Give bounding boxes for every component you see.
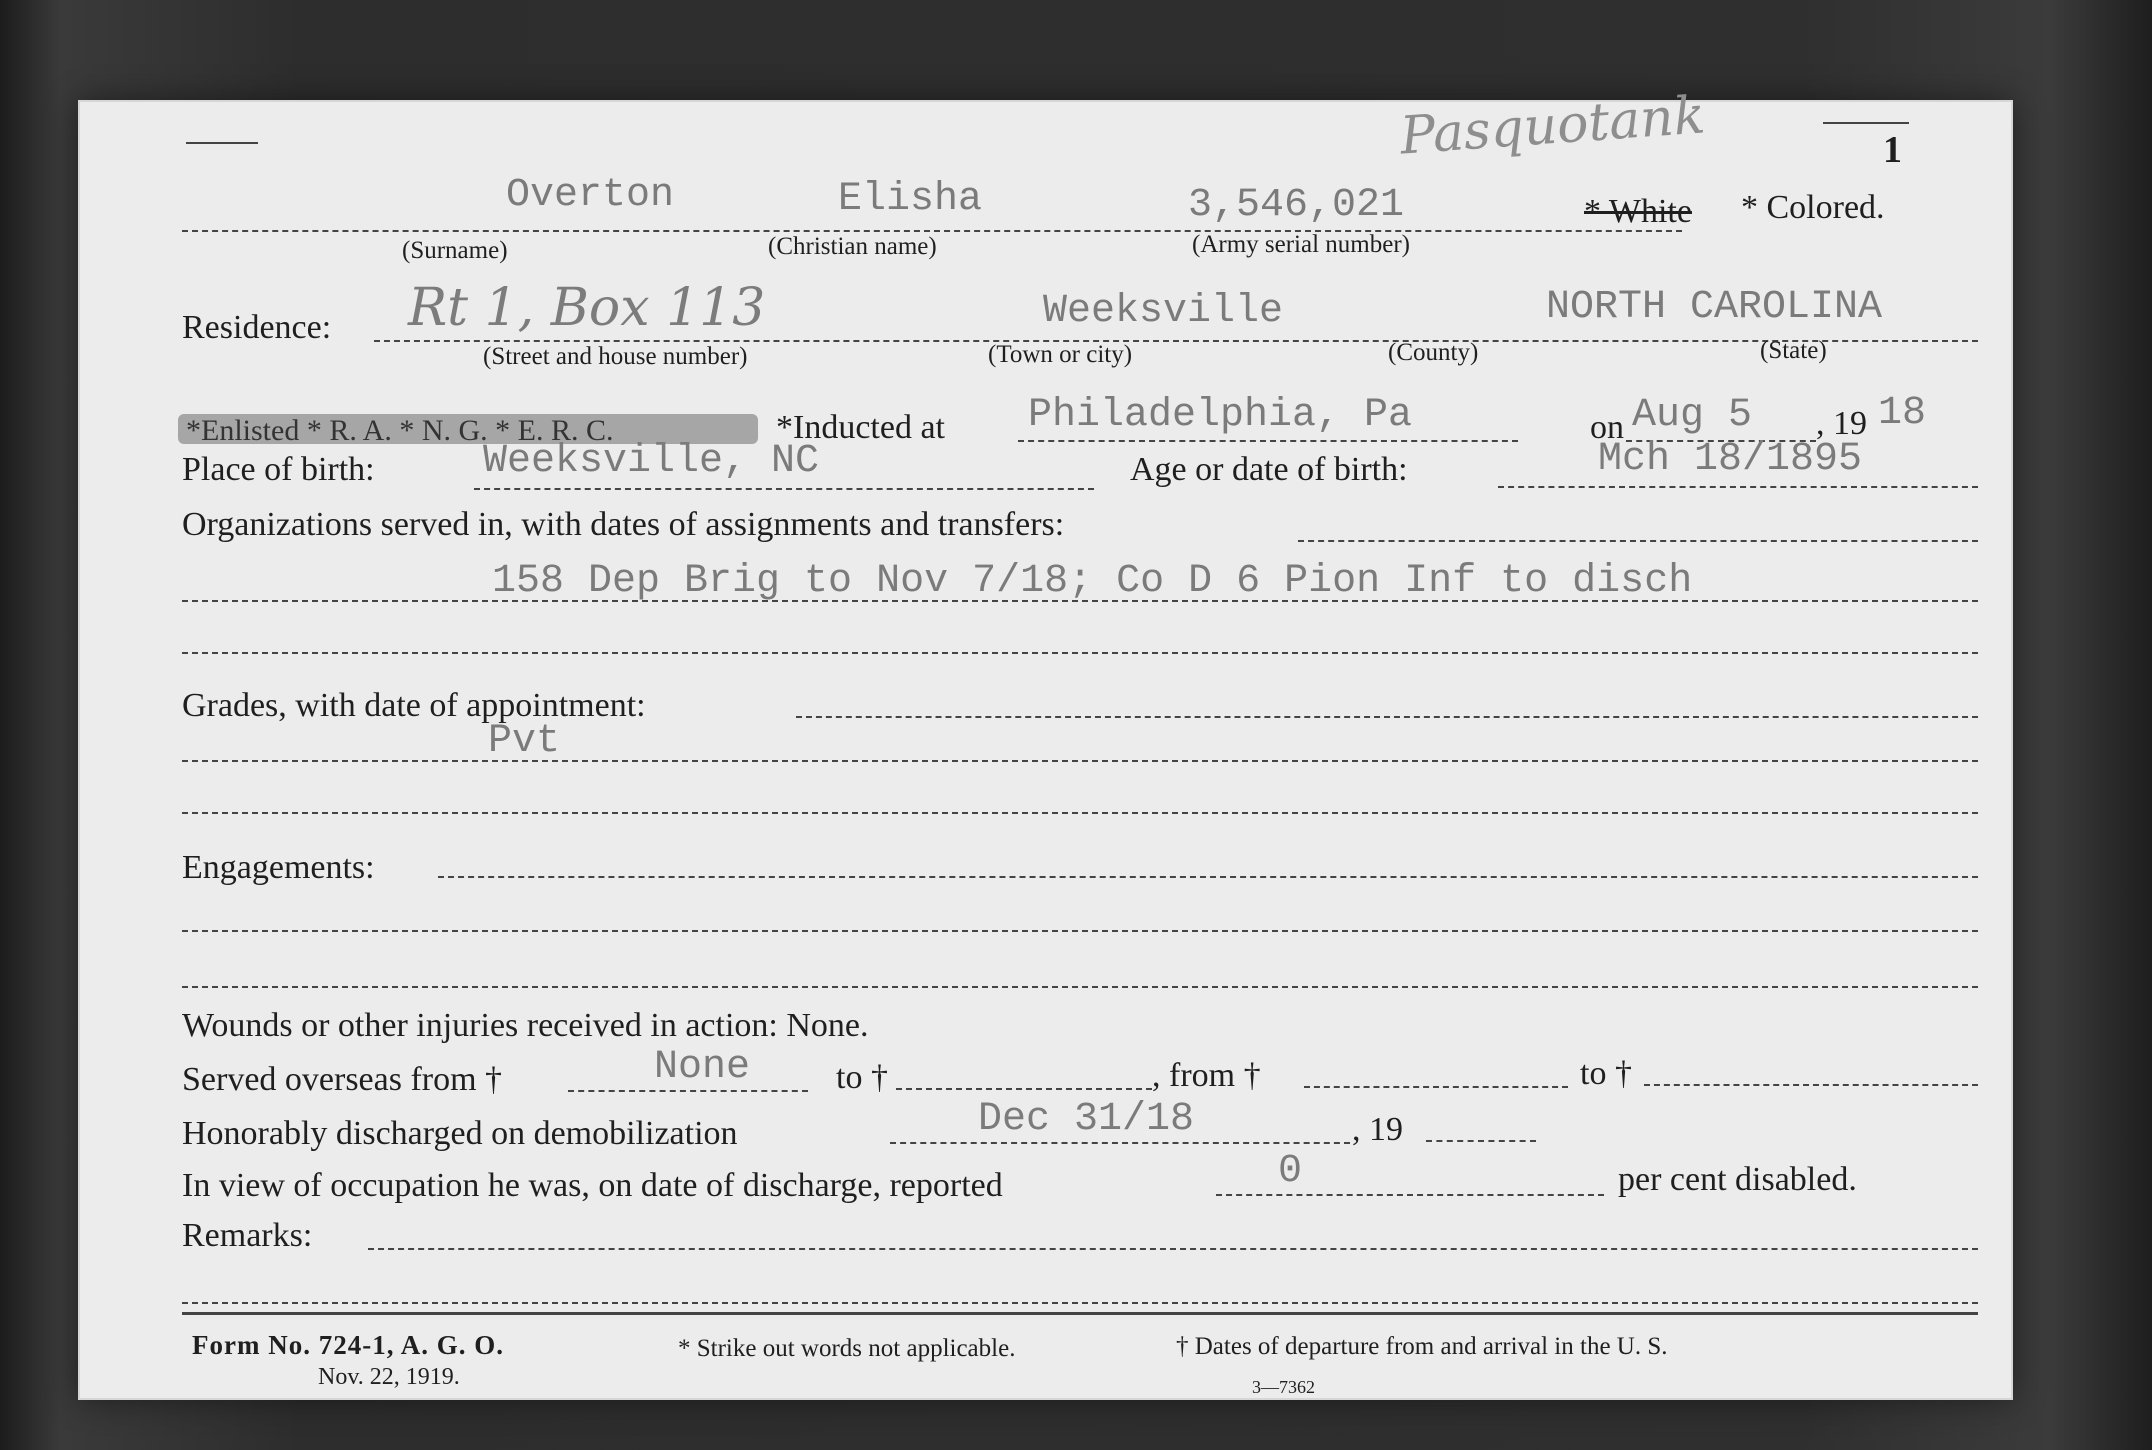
birthplace-line bbox=[474, 488, 1094, 490]
top-left-rule bbox=[186, 142, 258, 144]
overseas-to-label: to † bbox=[836, 1059, 888, 1096]
overseas-to-line bbox=[896, 1088, 1152, 1090]
surname-caption: (Surname) bbox=[402, 237, 508, 264]
discharged-label: Honorably discharged on demobilization bbox=[182, 1115, 738, 1152]
residence-town-value: Weeksville bbox=[1043, 289, 1284, 334]
overseas-from-line bbox=[568, 1090, 808, 1092]
year-suffix-value: 18 bbox=[1878, 391, 1927, 436]
county-handwritten-note: Pasquotank bbox=[1398, 85, 1708, 167]
discharged-year-line bbox=[1426, 1140, 1536, 1142]
grades-line-2 bbox=[182, 812, 1978, 814]
organizations-line-2 bbox=[182, 652, 1978, 654]
disabled-value: 0 bbox=[1278, 1149, 1303, 1194]
organizations-label: Organizations served in, with dates of assignments and transfers: bbox=[182, 506, 1065, 543]
serial-number-value: 3,546,021 bbox=[1188, 183, 1405, 228]
discharged-value: Dec 31/18 bbox=[978, 1097, 1195, 1142]
birthplace-label: Place of birth: bbox=[182, 451, 375, 488]
form-number: Form No. 724-1, A. G. O. bbox=[192, 1330, 504, 1360]
engagements-line-1 bbox=[182, 930, 1978, 932]
street-caption: (Street and house number) bbox=[483, 343, 748, 370]
remarks-label: Remarks: bbox=[182, 1217, 313, 1254]
organizations-label-line bbox=[1298, 540, 1978, 542]
organizations-line-1 bbox=[182, 600, 1978, 602]
remarks-line-2 bbox=[182, 1302, 1978, 1304]
overseas-to-2-line bbox=[1644, 1084, 1978, 1086]
county-caption: (County) bbox=[1388, 339, 1479, 366]
surname-value: Overton bbox=[506, 173, 675, 218]
overseas-value: None bbox=[654, 1045, 751, 1090]
race-colored-label: * Colored. bbox=[1741, 189, 1885, 226]
print-code: 3—7362 bbox=[1252, 1377, 1315, 1397]
overseas-from-2-label: , from † bbox=[1152, 1057, 1261, 1094]
christian-name-caption: (Christian name) bbox=[768, 233, 937, 260]
residence-state-value: NORTH CAROLINA bbox=[1546, 285, 1883, 330]
grades-value: Pvt bbox=[488, 719, 561, 764]
christian-name-value: Elisha bbox=[838, 177, 983, 222]
card-number: 1 bbox=[1883, 129, 1902, 171]
service-record-card bbox=[78, 85, 2013, 1400]
remarks-line-1 bbox=[368, 1248, 1978, 1250]
overseas-from-2-line bbox=[1304, 1086, 1568, 1088]
disabled-line bbox=[1216, 1194, 1604, 1196]
form-date: Nov. 22, 1919. bbox=[318, 1364, 460, 1390]
card-number-rule bbox=[1823, 122, 1909, 124]
footnote-strike: * Strike out words not applicable. bbox=[678, 1335, 1016, 1362]
inducted-place-value: Philadelphia, Pa bbox=[1028, 393, 1413, 438]
footnote-dates: † Dates of departure from and arrival in the U. S. bbox=[1176, 1333, 1668, 1360]
grades-line-1 bbox=[182, 760, 1978, 762]
discharged-year-prefix: , 19 bbox=[1352, 1111, 1403, 1148]
engagements-label-line bbox=[438, 876, 1978, 878]
town-caption: (Town or city) bbox=[988, 341, 1133, 368]
discharged-line bbox=[890, 1142, 1350, 1144]
on-label: on bbox=[1590, 409, 1624, 446]
dob-line bbox=[1498, 486, 1978, 488]
disabled-label: per cent disabled. bbox=[1618, 1161, 1857, 1198]
overseas-label: Served overseas from † bbox=[182, 1061, 503, 1098]
enlisted-label: *Enlisted * R. A. * N. G. * E. R. C. bbox=[186, 414, 614, 447]
grades-label-line bbox=[796, 716, 1978, 718]
race-white-label: * White bbox=[1584, 193, 1692, 230]
year-prefix: , 19 bbox=[1816, 405, 1867, 442]
inducted-place-line bbox=[1018, 440, 1518, 442]
inducted-date-value: Aug 5 bbox=[1632, 393, 1753, 438]
residence-label: Residence: bbox=[182, 309, 332, 346]
dob-label: Age or date of birth: bbox=[1130, 451, 1408, 488]
dob-value: Mch 18/1895 bbox=[1598, 437, 1863, 482]
serial-number-caption: (Army serial number) bbox=[1192, 231, 1410, 258]
inducted-label: *Inducted at bbox=[776, 409, 945, 446]
birthplace-value: Weeksville, NC bbox=[483, 439, 820, 484]
engagements-label: Engagements: bbox=[182, 849, 375, 886]
wounds-line: Wounds or other injuries received in action: None. bbox=[182, 1007, 869, 1044]
occupation-label: In view of occupation he was, on date of discharge, reported bbox=[182, 1167, 1003, 1204]
organizations-value: 158 Dep Brig to Nov 7/18; Co D 6 Pion Inf to disch bbox=[492, 559, 1693, 604]
residence-street-value: Rt 1, Box 113 bbox=[408, 278, 766, 338]
engagements-line-2 bbox=[182, 986, 1978, 988]
state-caption: (State) bbox=[1760, 337, 1827, 364]
overseas-to-2-label: to † bbox=[1580, 1055, 1632, 1092]
grades-label: Grades, with date of appointment: bbox=[182, 687, 646, 724]
footer-rule bbox=[182, 1312, 1978, 1315]
